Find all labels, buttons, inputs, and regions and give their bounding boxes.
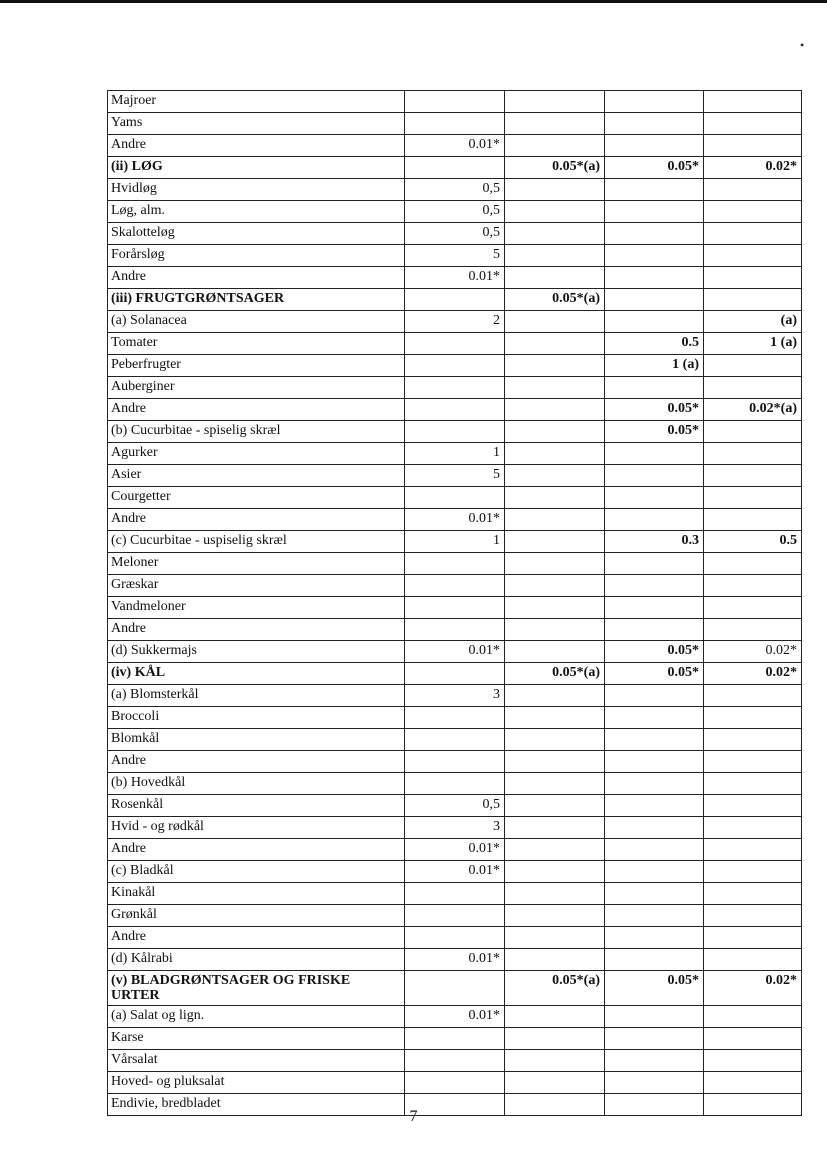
cell-c2 [505,179,605,201]
cell-c1 [405,1050,505,1072]
cell-c1: 0,5 [405,223,505,245]
cell-c3 [605,817,704,839]
row-name: Asier [108,465,405,487]
table-row [108,267,802,289]
cell-c2 [505,641,605,663]
cell-c2 [505,1072,605,1094]
cell-c4: 0.5 [704,531,802,553]
cell-c1: 0.01* [405,135,505,157]
cell-c3: 0.05* [605,157,704,179]
cell-c2 [505,553,605,575]
table-row [108,883,802,905]
cell-c4 [704,773,802,795]
top-border-line [0,0,827,3]
cell-c2 [505,773,605,795]
cell-c2 [505,377,605,399]
cell-c1 [405,751,505,773]
cell-c4 [704,289,802,311]
cell-c2 [505,487,605,509]
row-name: Hvid - og rødkål [108,817,405,839]
row-name: Blomkål [108,729,405,751]
table-row [108,201,802,223]
cell-c3 [605,575,704,597]
table-row [108,1028,802,1050]
table-row [108,641,802,663]
cell-c1 [405,663,505,685]
table-row [108,311,802,333]
table-row-heading [108,289,802,311]
cell-c4 [704,355,802,377]
cell-c4: 0.02* [704,663,802,685]
table-row [108,421,802,443]
row-name: Andre [108,399,405,421]
cell-c1: 0.01* [405,1006,505,1028]
cell-c2 [505,421,605,443]
cell-c4 [704,905,802,927]
cell-c1: 5 [405,465,505,487]
cell-c4 [704,1006,802,1028]
cell-c2 [505,1028,605,1050]
table-row [108,553,802,575]
cell-c3 [605,773,704,795]
cell-c3 [605,927,704,949]
cell-c3 [605,685,704,707]
table-row [108,531,802,553]
cell-c3: 0.3 [605,531,704,553]
table-row [108,179,802,201]
row-name: Andre [108,509,405,531]
cell-c1 [405,355,505,377]
cell-c1 [405,487,505,509]
table-row [108,399,802,421]
cell-c3 [605,553,704,575]
cell-c2 [505,333,605,355]
cell-c4 [704,223,802,245]
cell-c2 [505,927,605,949]
cell-c2 [505,201,605,223]
cell-c1: 0,5 [405,201,505,223]
cell-c1 [405,619,505,641]
cell-c2 [505,685,605,707]
cell-c4 [704,1028,802,1050]
cell-c3 [605,707,704,729]
cell-c4 [704,421,802,443]
cell-c3 [605,377,704,399]
cell-c3 [605,179,704,201]
cell-c2 [505,443,605,465]
cell-c3 [605,1028,704,1050]
cell-c2 [505,861,605,883]
table-row [108,707,802,729]
table-row [108,135,802,157]
cell-c2 [505,1050,605,1072]
table-row [108,1050,802,1072]
row-name: Vårsalat [108,1050,405,1072]
cell-c3 [605,201,704,223]
cell-c3 [605,949,704,971]
cell-c4: 1 (a) [704,333,802,355]
cell-c4 [704,377,802,399]
cell-c1 [405,553,505,575]
cell-c4 [704,91,802,113]
cell-c4 [704,597,802,619]
row-name: Hvidløg [108,179,405,201]
row-name: (c) Cucurbitae - uspiselig skræl [108,531,405,553]
table-row [108,619,802,641]
table-row [108,817,802,839]
cell-c1: 0.01* [405,839,505,861]
cell-c1 [405,971,505,1006]
cell-c4 [704,113,802,135]
cell-c3 [605,223,704,245]
cell-c3 [605,1006,704,1028]
cell-c2 [505,465,605,487]
cell-c4 [704,575,802,597]
cell-c3: 0.5 [605,333,704,355]
cell-c4: 0.02*(a) [704,399,802,421]
cell-c4 [704,619,802,641]
cell-c2 [505,597,605,619]
table-row [108,751,802,773]
cell-c3 [605,487,704,509]
cell-c2 [505,355,605,377]
cell-c3 [605,509,704,531]
cell-c4 [704,135,802,157]
row-name: Hoved- og pluksalat [108,1072,405,1094]
cell-c3 [605,1050,704,1072]
cell-c4 [704,179,802,201]
cell-c3 [605,839,704,861]
row-name: Andre [108,927,405,949]
cell-c4 [704,861,802,883]
cell-c1: 5 [405,245,505,267]
cell-c4 [704,1050,802,1072]
cell-c3 [605,267,704,289]
row-name: (iv) KÅL [108,663,405,685]
cell-c2 [505,949,605,971]
cell-c4 [704,465,802,487]
cell-c4: 0.02* [704,971,802,1006]
cell-c2 [505,399,605,421]
cell-c4 [704,245,802,267]
cell-c3: 0.05* [605,399,704,421]
cell-c1: 0.01* [405,949,505,971]
cell-c3 [605,91,704,113]
table-row [108,377,802,399]
cell-c4 [704,729,802,751]
table-row [108,795,802,817]
table-row [108,333,802,355]
table-row [108,465,802,487]
cell-c3 [605,443,704,465]
cell-c4: (a) [704,311,802,333]
cell-c4 [704,927,802,949]
cell-c4: 0.02* [704,641,802,663]
cell-c1 [405,729,505,751]
row-name: Auberginer [108,377,405,399]
table-row-heading [108,663,802,685]
cell-c3 [605,619,704,641]
cell-c2 [505,619,605,641]
table-row-heading [108,971,802,1006]
cell-c3 [605,1072,704,1094]
cell-c4 [704,839,802,861]
cell-c2 [505,113,605,135]
table-row [108,1006,802,1028]
row-name: Karse [108,1028,405,1050]
row-name: Yams [108,113,405,135]
row-name: Andre [108,619,405,641]
cell-c2 [505,905,605,927]
cell-c1: 0.01* [405,641,505,663]
row-name: (v) BLADGRØNTSAGER OG FRISKE URTER [108,971,405,1006]
cell-c2: 0.05*(a) [505,289,605,311]
cell-c3: 0.05* [605,663,704,685]
table-row [108,729,802,751]
cell-c1 [405,399,505,421]
cell-c1: 0.01* [405,267,505,289]
cell-c4 [704,883,802,905]
page-number: 7 [409,1108,418,1125]
row-name: (c) Bladkål [108,861,405,883]
cell-c1 [405,575,505,597]
cell-c1: 1 [405,531,505,553]
table-row [108,927,802,949]
cell-c3 [605,113,704,135]
row-name: Rosenkål [108,795,405,817]
cell-c4 [704,707,802,729]
cell-c2 [505,707,605,729]
cell-c4 [704,201,802,223]
row-name: Kinakål [108,883,405,905]
cell-c4 [704,949,802,971]
cell-c3 [605,245,704,267]
table-row [108,949,802,971]
cell-c4: 0.02* [704,157,802,179]
cell-c3 [605,311,704,333]
row-name: (d) Sukkermajs [108,641,405,663]
cell-c1: 3 [405,685,505,707]
cell-c2 [505,817,605,839]
cell-c2 [505,135,605,157]
row-name: Vandmeloner [108,597,405,619]
cell-c1: 0.01* [405,861,505,883]
table-row [108,487,802,509]
cell-c4 [704,817,802,839]
cell-c1 [405,333,505,355]
cell-c2 [505,883,605,905]
cell-c4 [704,443,802,465]
row-name: Tomater [108,333,405,355]
table-row [108,905,802,927]
row-name: Broccoli [108,707,405,729]
row-name: (a) Solanacea [108,311,405,333]
cell-c3: 1 (a) [605,355,704,377]
cell-c1 [405,597,505,619]
cell-c1 [405,927,505,949]
table-row [108,575,802,597]
table-row [108,597,802,619]
cell-c4 [704,487,802,509]
row-name: Endivie, bredbladet [108,1094,405,1116]
row-name: (a) Salat og lign. [108,1006,405,1028]
cell-c2 [505,223,605,245]
table-row [108,443,802,465]
cell-c3 [605,861,704,883]
cell-c3 [605,289,704,311]
cell-c4 [704,553,802,575]
row-name: Andre [108,751,405,773]
cell-c3 [605,729,704,751]
cell-c2 [505,1006,605,1028]
cell-c2 [505,267,605,289]
cell-c2 [505,575,605,597]
cell-c3 [605,795,704,817]
cell-c4 [704,1072,802,1094]
table-row [108,685,802,707]
cell-c4 [704,267,802,289]
row-name: Andre [108,839,405,861]
row-name: Forårsløg [108,245,405,267]
cell-c1: 0,5 [405,795,505,817]
cell-c3: 0.05* [605,971,704,1006]
cell-c3 [605,597,704,619]
cell-c3 [605,883,704,905]
row-name: Skalotteløg [108,223,405,245]
row-name: (b) Hovedkål [108,773,405,795]
cell-c1 [405,905,505,927]
cell-c1: 2 [405,311,505,333]
row-name: (d) Kålrabi [108,949,405,971]
cell-c3 [605,751,704,773]
cell-c3 [605,135,704,157]
row-name: Majroer [108,91,405,113]
cell-c2 [505,509,605,531]
row-name: Grønkål [108,905,405,927]
scan-mark: • [800,38,805,52]
cell-c4 [704,795,802,817]
cell-c2 [505,839,605,861]
table-row [108,113,802,135]
table-row [108,509,802,531]
row-name: Courgetter [108,487,405,509]
cell-c1: 0.01* [405,509,505,531]
cell-c1 [405,1028,505,1050]
cell-c2 [505,245,605,267]
cell-c2: 0.05*(a) [505,663,605,685]
cell-c4 [704,509,802,531]
table-row [108,773,802,795]
table-row [108,839,802,861]
table-row-heading [108,157,802,179]
cell-c4 [704,685,802,707]
row-name: (ii) LØG [108,157,405,179]
cell-c2 [505,311,605,333]
cell-c3 [605,905,704,927]
row-name: Peberfrugter [108,355,405,377]
cell-c2 [505,531,605,553]
cell-c1 [405,1072,505,1094]
table-row [108,91,802,113]
table-row [108,1072,802,1094]
cell-c1 [405,883,505,905]
row-name: Andre [108,267,405,289]
cell-c1: 0,5 [405,179,505,201]
table-row [108,861,802,883]
cell-c1 [405,289,505,311]
row-name: Løg, alm. [108,201,405,223]
table-row [108,245,802,267]
row-name: (iii) FRUGTGRØNTSAGER [108,289,405,311]
cell-c1 [405,773,505,795]
cell-c2 [505,751,605,773]
table-row [108,355,802,377]
cell-c3: 0.05* [605,421,704,443]
cell-c2 [505,91,605,113]
row-name: (b) Cucurbitae - spiselig skræl [108,421,405,443]
cell-c4 [704,751,802,773]
cell-c2: 0.05*(a) [505,157,605,179]
cell-c1 [405,113,505,135]
cell-c2 [505,729,605,751]
row-name: Meloner [108,553,405,575]
cell-c1 [405,157,505,179]
cell-c3: 0.05* [605,641,704,663]
cell-c1 [405,91,505,113]
cell-c1 [405,421,505,443]
row-name: (a) Blomsterkål [108,685,405,707]
cell-c1 [405,707,505,729]
cell-c1: 3 [405,817,505,839]
row-name: Andre [108,135,405,157]
row-name: Græskar [108,575,405,597]
table-row [108,223,802,245]
cell-c2 [505,795,605,817]
cell-c1: 1 [405,443,505,465]
mrl-table [107,90,802,1116]
cell-c2: 0.05*(a) [505,971,605,1006]
cell-c1 [405,377,505,399]
row-name: Agurker [108,443,405,465]
cell-c3 [605,465,704,487]
